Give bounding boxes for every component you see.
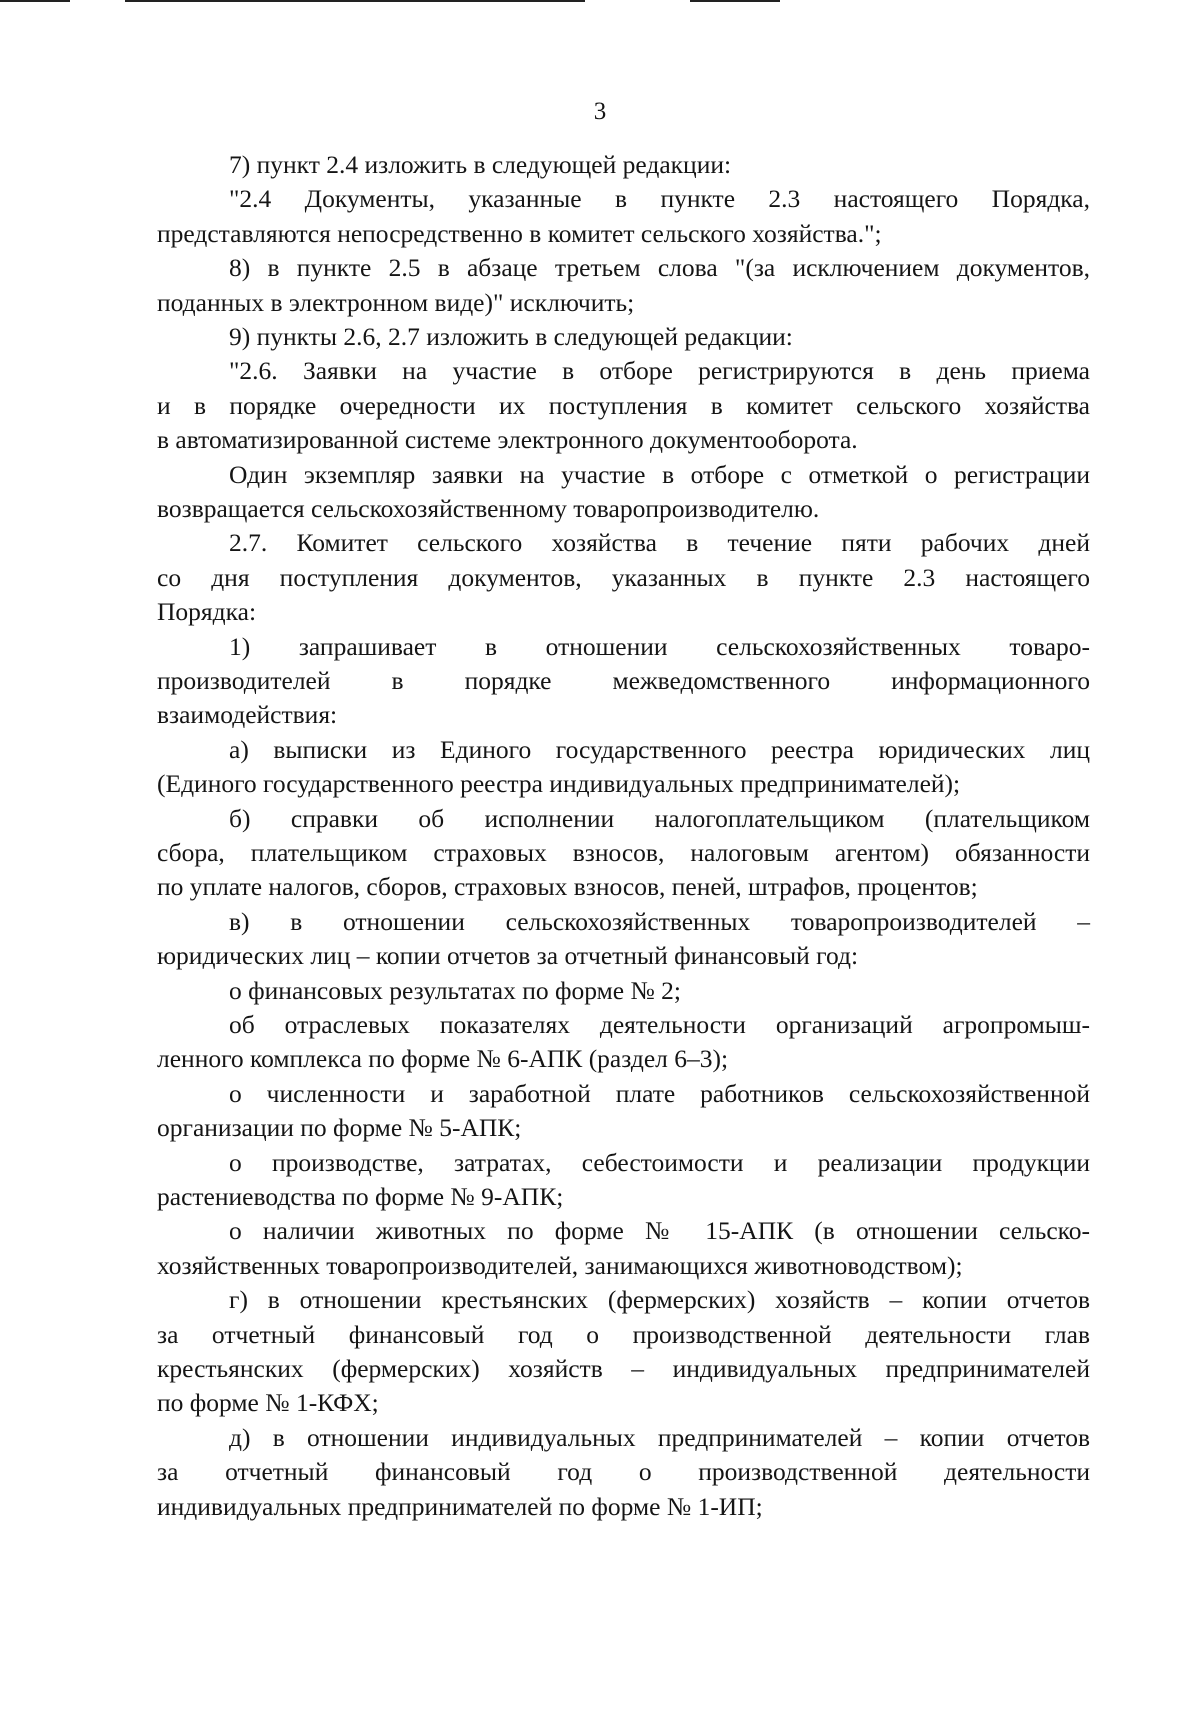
text-line: в автоматизированной системе электронного документооборота. (157, 425, 858, 455)
scan-edge-line (125, 0, 585, 2)
text-line: 2.7. Комитет сельского хозяйства в течение пяти рабочих дней (229, 528, 1090, 558)
text-line: (Единого государственного реестра индивидуальных предпринимателей); (157, 769, 961, 799)
text-line: по форме № 1-КФХ; (157, 1388, 379, 1418)
text-line: взаимодействия: (157, 700, 338, 730)
text-line: Порядка: (157, 597, 257, 627)
text-line: "2.6. Заявки на участие в отборе регистрируются в день приема (229, 356, 1090, 386)
text-line: организации по форме № 5-АПК; (157, 1113, 522, 1143)
text-line: за отчетный финансовый год о производственной деятельности глав (157, 1319, 1090, 1349)
text-line: об отраслевых показателях деятельности организаций агропромыш- (229, 1010, 1090, 1039)
text-line: г) в отношении крестьянских (фермерских) хозяйств – копии отчетов (229, 1285, 1090, 1315)
text-line: о численности и заработной плате работников сельскохозяйственной (229, 1078, 1090, 1108)
text-line: 1) запрашивает в отношении сельскохозяйственных товаро- (229, 631, 1090, 661)
text-line: Один экземпляр заявки на участие в отборе с отметкой о регистрации (229, 459, 1090, 489)
text-line: поданных в электронном виде)" исключить; (157, 287, 635, 317)
text-line: б) справки об исполнении налогоплательщиком (плательщиком (229, 803, 1090, 833)
text-line: представляются непосредственно в комитет сельского хозяйства."; (157, 218, 882, 248)
text-line: со дня поступления документов, указанных в пункте 2.3 настоящего (157, 562, 1090, 592)
text-line: "2.4 Документы, указанные в пункте 2.3 настоящего Порядка, (229, 184, 1090, 214)
text-line: о производстве, затратах, себестоимости и реализации продукции (229, 1147, 1090, 1177)
text-line: юридических лиц – копии отчетов за отчетный финансовый год: (157, 941, 859, 971)
text-line: а) выписки из Единого государственного реестра юридических лиц (229, 734, 1090, 764)
text-line: возвращается сельскохозяйственному товаропроизводителю. (157, 494, 820, 523)
text-line: 8) в пункте 2.5 в абзаце третьем слова "(за исключением документов, (229, 253, 1090, 283)
text-line: д) в отношении индивидуальных предпринимателей – копии отчетов (229, 1422, 1090, 1452)
text-line: производителей в порядке межведомственного информационного (157, 666, 1090, 695)
text-line: хозяйственных товаропроизводителей, занимающихся животноводством); (157, 1250, 963, 1280)
scan-edge-line (690, 0, 780, 2)
text-line: сбора, плательщиком страховых взносов, налоговым агентом) обязанности (157, 838, 1090, 867)
text-line: 7) пункт 2.4 изложить в следующей редакции: (229, 150, 732, 179)
text-line: растениеводства по форме № 9-АПК; (157, 1182, 564, 1211)
text-line: крестьянских (фермерских) хозяйств – индивидуальных предпринимателей (157, 1354, 1090, 1383)
text-line: индивидуальных предпринимателей по форме № 1-ИП; (157, 1491, 763, 1521)
text-line: о финансовых результатах по форме № 2; (229, 975, 681, 1005)
text-line: о наличии животных по форме № 15-АПК (в отношении сельско- (229, 1216, 1090, 1246)
scan-edge-line (0, 0, 70, 2)
page-number: 3 (593, 98, 607, 125)
text-line: 9) пункты 2.6, 2.7 изложить в следующей редакции: (229, 322, 793, 351)
text-line: и в порядке очередности их поступления в комитет сельского хозяйства (157, 390, 1090, 420)
text-line: за отчетный финансовый год о производственной деятельности (157, 1457, 1090, 1487)
text-line: в) в отношении сельскохозяйственных товаропроизводителей – (229, 906, 1090, 936)
text-line: по уплате налогов, сборов, страховых взносов, пеней, штрафов, процентов; (157, 872, 978, 902)
text-line: ленного комплекса по форме № 6-АПК (раздел 6–3); (157, 1044, 729, 1074)
